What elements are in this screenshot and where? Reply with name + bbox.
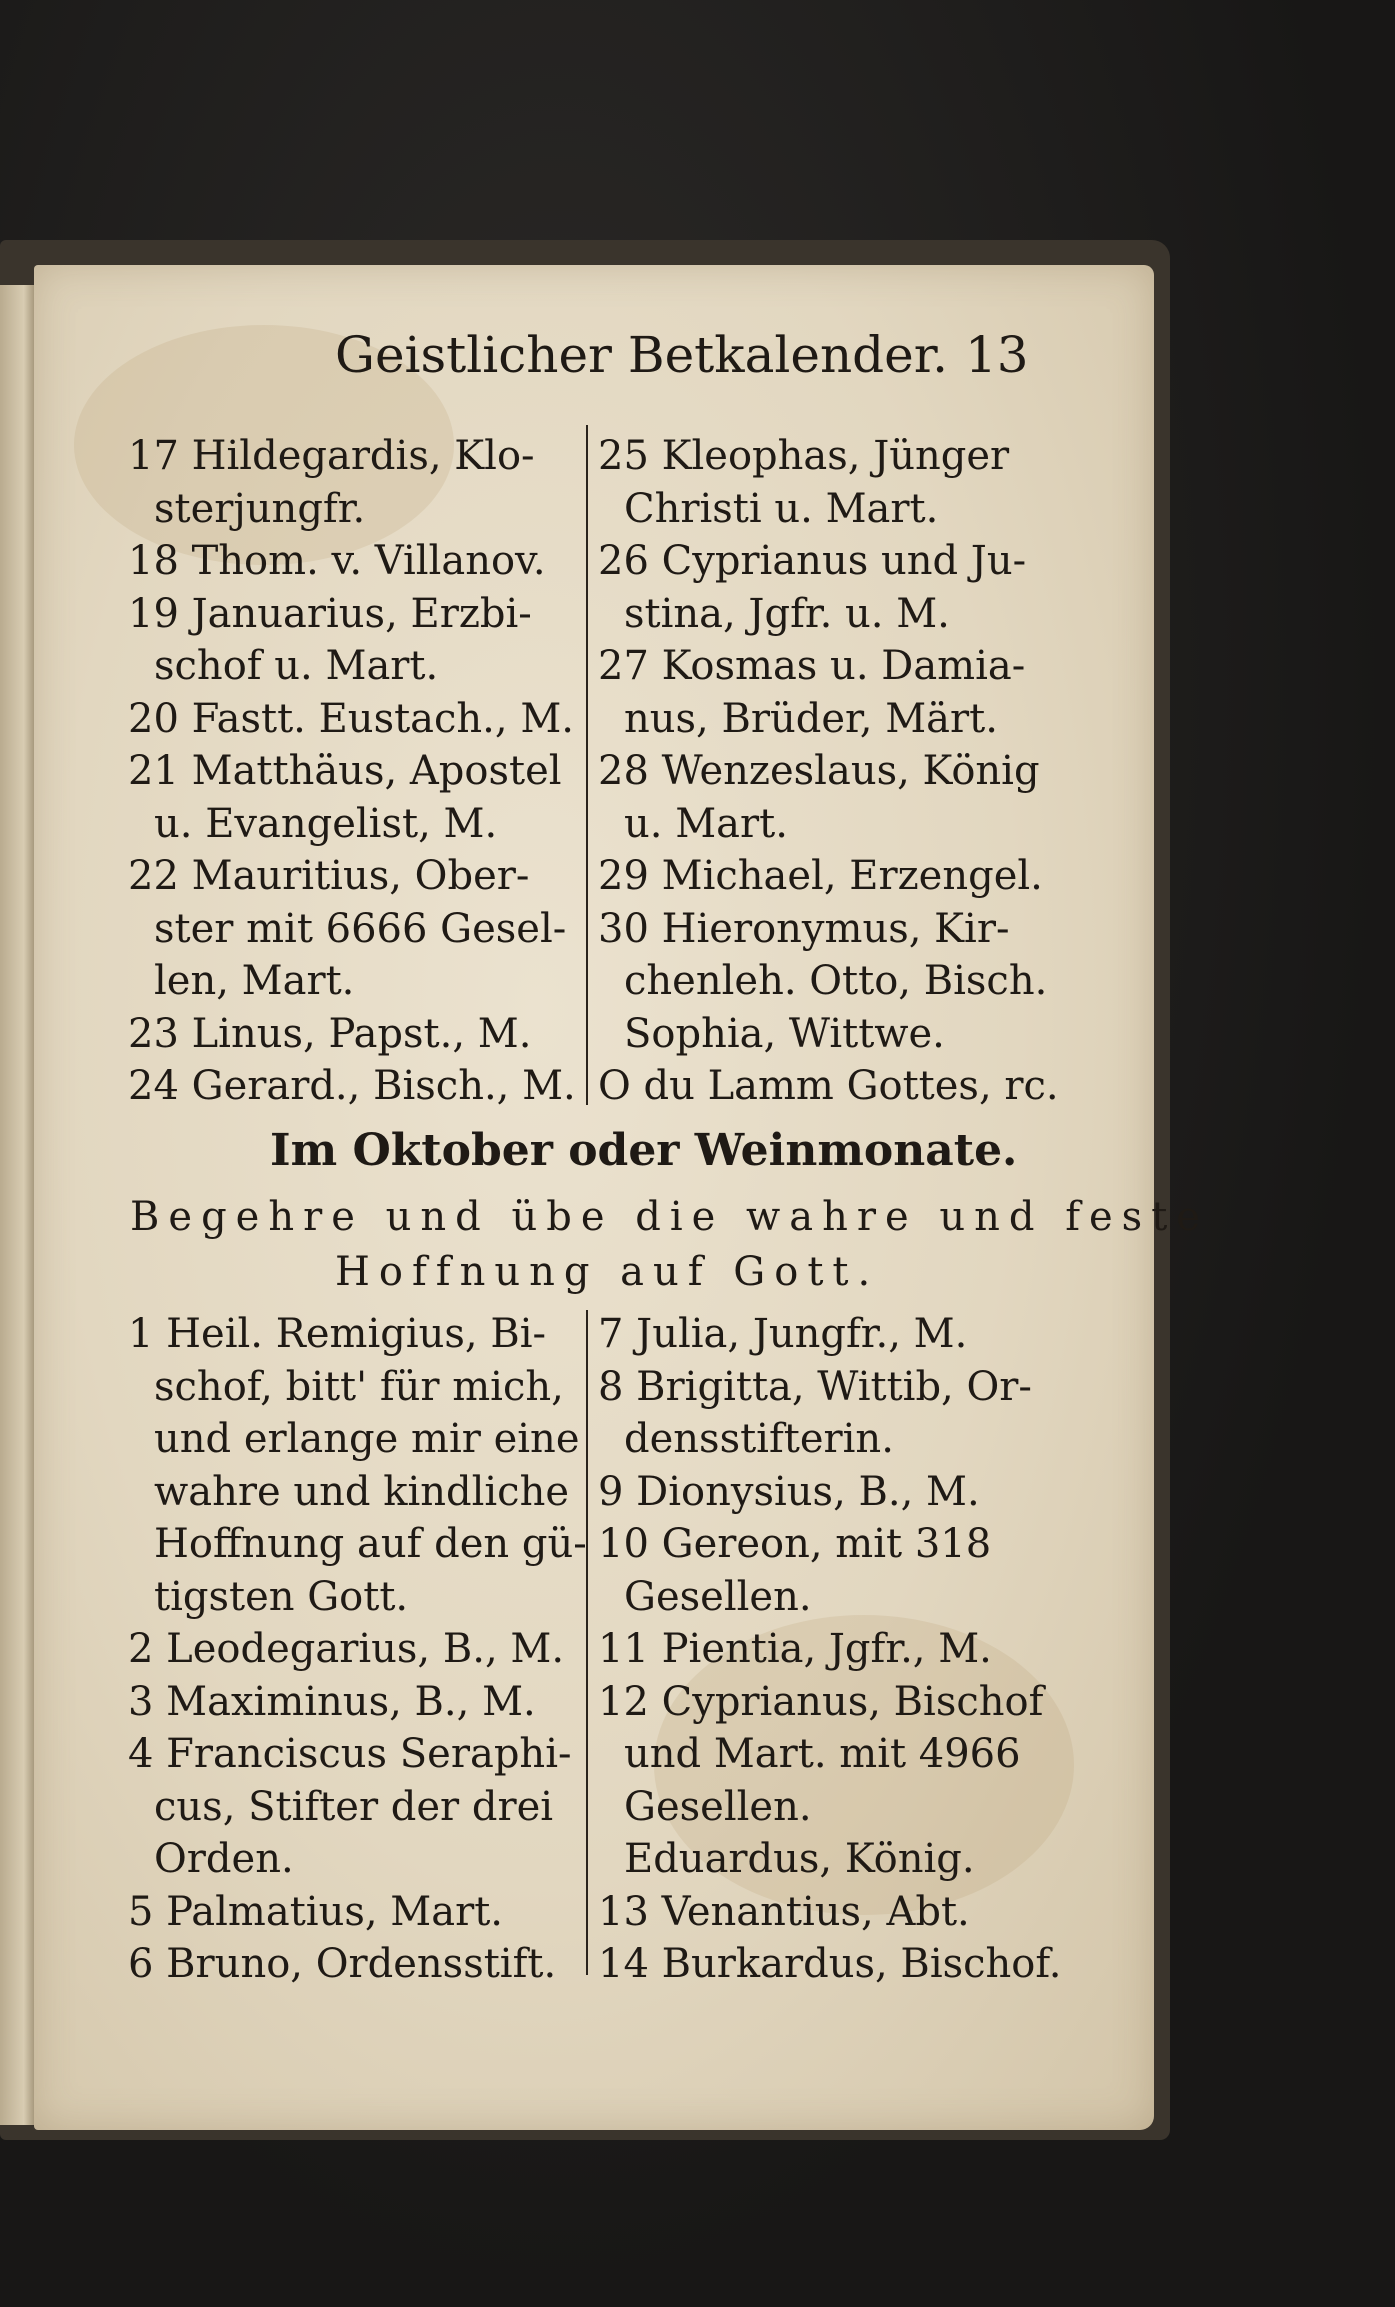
column-divider bbox=[586, 425, 588, 1105]
calendar-entry: O du Lamm Gottes, rc. bbox=[598, 1063, 1059, 1109]
calendar-entry: 3 Maximinus, B., M. bbox=[128, 1678, 536, 1725]
calendar-entry: und erlange mir eine bbox=[154, 1416, 580, 1462]
calendar-entry: wahre und kindliche bbox=[154, 1468, 570, 1515]
october-left-column bbox=[128, 1308, 587, 1991]
month-motto-line: Begehre und übe die wahre und feste bbox=[130, 1194, 1209, 1240]
calendar-entry: Christi u. Mart. bbox=[624, 485, 939, 532]
calendar-entry: schof, bitt' für mich, bbox=[154, 1363, 564, 1410]
calendar-entry: Hoffnung auf den gü- bbox=[154, 1521, 587, 1567]
calendar-entry: 23 Linus, Papst., M. bbox=[128, 1010, 532, 1057]
calendar-entry: chenleh. Otto, Bisch. bbox=[624, 958, 1048, 1004]
calendar-entry: 10 Gereon, mit 318 bbox=[598, 1521, 992, 1567]
running-title: Geistlicher Betkalender. bbox=[335, 326, 949, 384]
calendar-entry: 19 Januarius, Erzbi- bbox=[128, 590, 532, 637]
calendar-entry: 9 Dionysius, B., M. bbox=[598, 1468, 980, 1515]
september-left-column bbox=[128, 430, 578, 1113]
calendar-entry: schof u. Mart. bbox=[154, 643, 439, 689]
month-motto-line: Hoffnung auf Gott. bbox=[335, 1249, 880, 1295]
calendar-entry: 14 Burkardus, Bischof. bbox=[598, 1941, 1062, 1987]
calendar-entry: 27 Kosmas u. Damia- bbox=[598, 643, 1026, 689]
calendar-entry: 30 Hieronymus, Kir- bbox=[598, 905, 1010, 952]
calendar-entry: cus, Stifter der drei bbox=[154, 1783, 554, 1830]
calendar-entry: 29 Michael, Erzengel. bbox=[598, 853, 1043, 899]
september-right-column bbox=[598, 430, 1058, 1113]
calendar-entry: 1 Heil. Remigius, Bi- bbox=[128, 1311, 547, 1357]
calendar-entry: u. Evangelist, M. bbox=[154, 800, 498, 847]
month-heading: Im Oktober oder Weinmonate. bbox=[270, 1125, 1018, 1176]
facing-page-edge bbox=[0, 285, 34, 2125]
calendar-entry: 2 Leodegarius, B., M. bbox=[128, 1626, 565, 1672]
calendar-entry: 25 Kleophas, Jünger bbox=[598, 433, 1010, 479]
calendar-entry: 24 Gerard., Bisch., M. bbox=[128, 1063, 576, 1109]
calendar-entry: sterjungfr. bbox=[154, 485, 366, 532]
calendar-entry: 8 Brigitta, Wittib, Or- bbox=[598, 1363, 1032, 1410]
calendar-entry: Eduardus, König. bbox=[624, 1836, 975, 1882]
calendar-entry: 22 Mauritius, Ober- bbox=[128, 853, 530, 899]
calendar-entry: 11 Pientia, Jgfr., M. bbox=[598, 1626, 992, 1672]
calendar-entry: Orden. bbox=[154, 1836, 294, 1882]
october-right-column bbox=[598, 1308, 1062, 1991]
calendar-entry: 26 Cyprianus und Ju- bbox=[598, 538, 1027, 584]
calendar-entry: 28 Wenzeslaus, König bbox=[598, 748, 1040, 794]
calendar-entry: Sophia, Wittwe. bbox=[624, 1010, 945, 1057]
calendar-entry: 20 Fastt. Eustach., M. bbox=[128, 695, 574, 742]
calendar-entry: 7 Julia, Jungfr., M. bbox=[598, 1311, 968, 1357]
calendar-entry: 6 Bruno, Ordensstift. bbox=[128, 1941, 557, 1987]
calendar-entry: 21 Matthäus, Apostel bbox=[128, 748, 562, 794]
calendar-entry: tigsten Gott. bbox=[154, 1573, 409, 1620]
calendar-entry: densstifterin. bbox=[624, 1416, 894, 1462]
calendar-entry: 13 Venantius, Abt. bbox=[598, 1888, 970, 1935]
calendar-entry: 4 Franciscus Seraphi- bbox=[128, 1731, 572, 1777]
calendar-entry: und Mart. mit 4966 bbox=[624, 1731, 1021, 1777]
calendar-entry: u. Mart. bbox=[624, 800, 788, 847]
calendar-entry: 18 Thom. v. Villanov. bbox=[128, 538, 546, 584]
column-divider bbox=[586, 1310, 588, 1975]
calendar-entry: 12 Cyprianus, Bischof bbox=[598, 1678, 1044, 1725]
calendar-entry: ster mit 6666 Gesel- bbox=[154, 905, 567, 952]
calendar-entry: 17 Hildegardis, Klo- bbox=[128, 433, 535, 479]
calendar-entry: Gesellen. bbox=[624, 1573, 812, 1620]
calendar-entry: stina, Jgfr. u. M. bbox=[624, 590, 950, 637]
calendar-entry: nus, Brüder, Märt. bbox=[624, 695, 998, 742]
calendar-entry: Gesellen. bbox=[624, 1783, 812, 1830]
calendar-entry: 5 Palmatius, Mart. bbox=[128, 1888, 503, 1935]
page-number: 13 bbox=[965, 326, 1029, 384]
calendar-entry: len, Mart. bbox=[154, 958, 355, 1004]
